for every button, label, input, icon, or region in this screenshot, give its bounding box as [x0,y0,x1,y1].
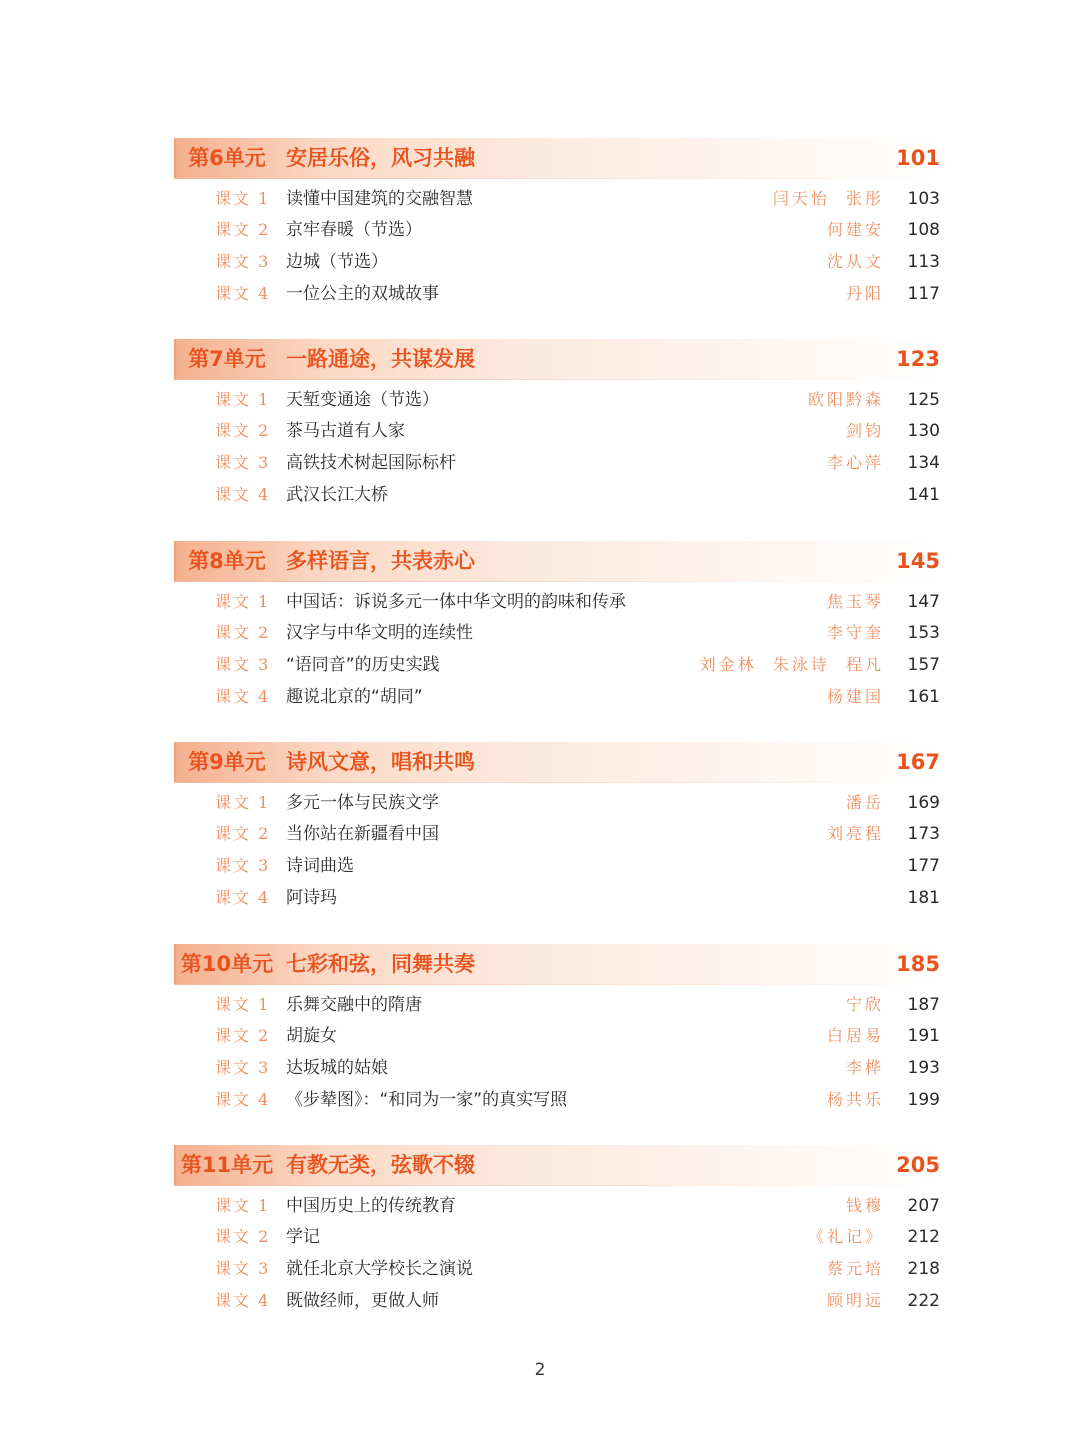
lesson-author: 杨共乐 [826,1090,884,1109]
lesson-tag: 课文 2 [215,824,271,843]
unit-title: 安居乐俗，风习共融 [286,146,475,170]
lesson-title: 边城（节选） [286,252,388,272]
lesson-page-number: 153 [907,623,940,643]
lesson-page-number: 113 [907,252,940,272]
lesson-page-number: 181 [907,888,940,908]
unit-label: 第10单元 [180,952,274,976]
unit-divider [174,984,940,985]
lesson-tag: 课文 4 [215,485,271,504]
lesson-row[interactable] [174,480,940,510]
unit-page-number: 205 [896,1153,940,1177]
lesson-row[interactable] [174,650,940,680]
unit-label: 第9单元 [188,750,266,774]
lesson-row[interactable] [174,279,940,309]
lesson-row[interactable] [174,990,940,1020]
unit-page-number: 123 [896,347,940,371]
lesson-title: 胡旋女 [286,1026,337,1046]
unit-header[interactable] [174,944,940,984]
page-number: 2 [534,1360,546,1380]
unit-title: 多样语言，共表赤心 [286,549,475,573]
unit-page-number: 167 [896,750,940,774]
lesson-title: 当你站在新疆看中国 [286,824,439,844]
lesson-page-number: 147 [907,592,940,612]
unit-page-number: 185 [896,952,940,976]
lesson-row[interactable] [174,788,940,818]
lesson-page-number: 169 [907,793,940,813]
unit-header[interactable] [174,1145,940,1185]
lesson-author: 刘亮程 [826,824,884,843]
lesson-page-number: 191 [907,1026,940,1046]
lesson-tag: 课文 1 [215,995,271,1014]
unit-section [174,138,940,304]
lesson-page-number: 108 [907,220,940,240]
unit-page-number: 101 [896,146,940,170]
lesson-author: 杨建国 [826,687,884,706]
lesson-title: 中国话：诉说多元一体中华文明的韵味和传承 [286,592,626,612]
unit-divider [174,1185,940,1186]
lesson-title: 趣说北京的“胡同” [286,687,423,707]
lesson-title: 京牢春暖（节选） [286,220,422,240]
lesson-row[interactable] [174,883,940,913]
lesson-title: 天堑变通途（节选） [286,390,439,410]
lesson-page-number: 130 [907,421,940,441]
unit-header[interactable] [174,541,940,581]
lesson-row[interactable] [174,416,940,446]
unit-section [174,742,940,908]
lesson-tag: 课文 2 [215,1227,271,1246]
lesson-row[interactable] [174,215,940,245]
lesson-tag: 课文 2 [215,421,271,440]
lesson-tag: 课文 1 [215,793,271,812]
lesson-row[interactable] [174,819,940,849]
lesson-page-number: 157 [907,655,940,675]
lesson-author: 欧阳黔森 [807,390,884,409]
lesson-author: 闫天怡 张彤 [772,189,884,208]
lesson-row[interactable] [174,1085,940,1115]
lesson-title: 诗词曲选 [286,856,354,876]
lesson-row[interactable] [174,184,940,214]
lesson-title: 中国历史上的传统教育 [286,1196,456,1216]
lesson-page-number: 207 [907,1196,940,1216]
unit-title: 一路通途，共谋发展 [286,347,475,371]
lesson-row[interactable] [174,448,940,478]
lesson-row[interactable] [174,1053,940,1083]
unit-divider [174,782,940,783]
lesson-row[interactable] [174,682,940,712]
lesson-row[interactable] [174,247,940,277]
lesson-tag: 课文 3 [215,252,271,271]
lesson-row[interactable] [174,618,940,648]
lesson-tag: 课文 2 [215,220,271,239]
lesson-author: 钱穆 [845,1196,884,1215]
lesson-page-number: 187 [907,995,940,1015]
lesson-row[interactable] [174,1191,940,1221]
lesson-page-number: 218 [907,1259,940,1279]
lesson-row[interactable] [174,1254,940,1284]
lesson-title: 乐舞交融中的隋唐 [286,995,422,1015]
lesson-title: 一位公主的双城故事 [286,284,439,304]
lesson-page-number: 134 [907,453,940,473]
lesson-author: 白居易 [826,1026,884,1045]
lesson-title: 多元一体与民族文学 [286,793,439,813]
unit-label: 第8单元 [188,549,266,573]
lesson-page-number: 222 [907,1291,940,1311]
lesson-page-number: 125 [907,390,940,410]
lesson-author: 剑钧 [845,421,884,440]
lesson-page-number: 117 [907,284,940,304]
lesson-author: 李桦 [845,1058,884,1077]
lesson-author: 刘金林 朱泳诗 程凡 [699,655,884,674]
lesson-author: 李守奎 [826,623,884,642]
lesson-page-number: 212 [907,1227,940,1247]
lesson-title: 茶马古道有人家 [286,421,405,441]
lesson-author: 李心萍 [826,453,884,472]
lesson-tag: 课文 1 [215,592,271,611]
unit-section [174,944,940,1110]
lesson-author: 顾明远 [826,1291,884,1310]
unit-page-number: 145 [896,549,940,573]
lesson-page-number: 177 [907,856,940,876]
lesson-row[interactable] [174,851,940,881]
lesson-page-number: 161 [907,687,940,707]
lesson-tag: 课文 4 [215,1090,271,1109]
unit-label: 第7单元 [188,347,266,371]
lesson-author: 丹阳 [845,284,884,303]
unit-header[interactable] [174,742,940,782]
lesson-row[interactable] [174,1286,940,1316]
lesson-tag: 课文 3 [215,453,271,472]
lesson-row[interactable] [174,1021,940,1051]
unit-divider [174,379,940,380]
lesson-tag: 课文 4 [215,284,271,303]
unit-divider [174,581,940,582]
lesson-tag: 课文 4 [215,687,271,706]
lesson-author: 《礼记》 [807,1227,884,1246]
lesson-tag: 课文 1 [215,390,271,409]
lesson-tag: 课文 3 [215,856,271,875]
unit-label: 第6单元 [188,146,266,170]
unit-section [174,541,940,707]
lesson-row[interactable] [174,587,940,617]
unit-section [174,1145,940,1311]
lesson-page-number: 199 [907,1090,940,1110]
unit-header[interactable] [174,138,940,178]
lesson-page-number: 141 [907,485,940,505]
lesson-title: “语同音”的历史实践 [286,655,440,675]
unit-divider [174,178,940,179]
lesson-row[interactable] [174,385,940,415]
lesson-title: 武汉长江大桥 [286,485,388,505]
lesson-title: 高铁技术树起国际标杆 [286,453,456,473]
unit-title: 诗风文意，唱和共鸣 [286,750,475,774]
lesson-title: 读懂中国建筑的交融智慧 [286,189,473,209]
lesson-page-number: 193 [907,1058,940,1078]
lesson-author: 焦玉琴 [826,592,884,611]
lesson-row[interactable] [174,1222,940,1252]
lesson-tag: 课文 1 [215,1196,271,1215]
lesson-author: 何建安 [826,220,884,239]
lesson-title: 阿诗玛 [286,888,337,908]
lesson-title: 学记 [286,1227,320,1247]
lesson-author: 潘岳 [845,793,884,812]
lesson-title: 达坂城的姑娘 [286,1058,388,1078]
lesson-tag: 课文 1 [215,189,271,208]
lesson-author: 沈从文 [826,252,884,271]
lesson-tag: 课文 3 [215,1259,271,1278]
lesson-tag: 课文 4 [215,888,271,907]
lesson-title: 《步辇图》：“和同为一家”的真实写照 [286,1090,568,1110]
unit-label: 第11单元 [180,1153,274,1177]
lesson-title: 汉字与中华文明的连续性 [286,623,473,643]
lesson-title: 既做经师，更做人师 [286,1291,439,1311]
lesson-author: 蔡元培 [826,1259,884,1278]
unit-section [174,339,940,505]
unit-title: 有教无类，弦歌不辍 [286,1153,475,1177]
lesson-page-number: 103 [907,189,940,209]
lesson-tag: 课文 3 [215,1058,271,1077]
lesson-tag: 课文 3 [215,655,271,674]
lesson-tag: 课文 2 [215,1026,271,1045]
lesson-page-number: 173 [907,824,940,844]
unit-title: 七彩和弦，同舞共奏 [286,952,475,976]
lesson-tag: 课文 4 [215,1291,271,1310]
unit-header[interactable] [174,339,940,379]
lesson-tag: 课文 2 [215,623,271,642]
lesson-title: 就任北京大学校长之演说 [286,1259,473,1279]
lesson-author: 宁欣 [845,995,884,1014]
